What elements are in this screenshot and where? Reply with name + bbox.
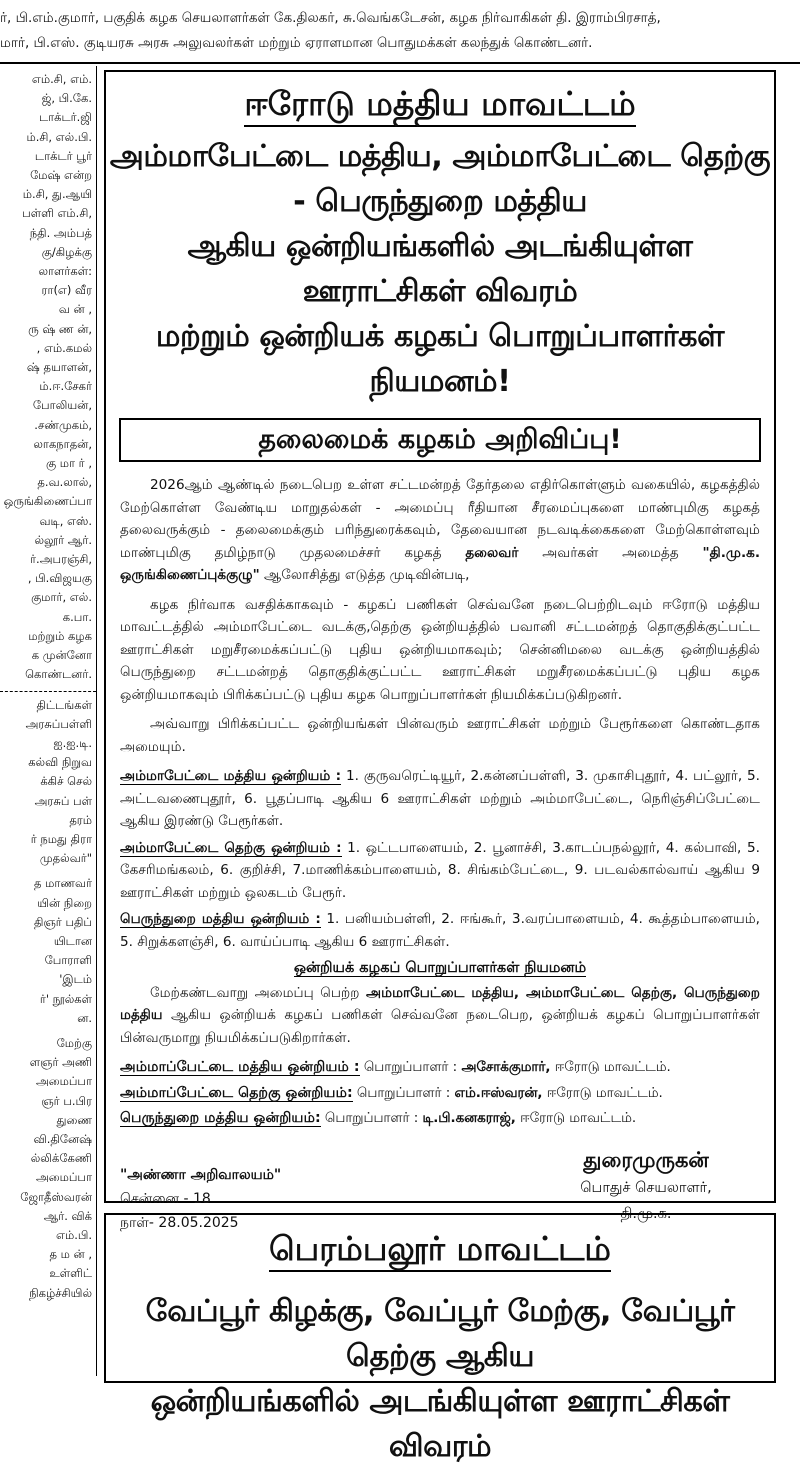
column-text-line: ஒருங்கிணைப்பா [3,494,92,509]
column-text-line: போலியன், [32,398,92,413]
issue-date: நாள்- 28.05.2025 [120,1214,239,1231]
union-list-item: அம்மாபேட்டை தெற்கு ஒன்றியம் : 1. ஒட்டபாளையம், 2. பூனாச்சி, 3.காடப்பநல்லூர், 4. கல்பாவி, 5. கேசரிமங்கலம், 6. குறிச்சி, 7.மாணிக்கம்பாளையம், 8. சிங்கம்பேட்டை, 9. படவல்கால்வாய் ஆகிய 9 ஊராட்சிகள் மற்றும் ஒலகடம் பேரூர். [120,839,760,901]
appointments-heading: ஒன்றியக் கழகப் பொறுப்பாளர்கள் நியமனம் [293,960,587,976]
column-text-line: குமார், எல். [31,590,92,605]
column-text-line: கல்வி நிறுவ [28,755,92,770]
column-text-line: ர்' நூல்கள் [39,991,92,1006]
union-list-item: பெருந்துறை மத்திய ஒன்றியம் : 1. பனியம்பள்ளி, 2. ஈங்கூர், 3.வரப்பாளையம், 4. கூத்தம்பாளையம், 5. சிறுக்களஞ்சி, 6. வாய்ப்பாடி ஆகிய 6 ஊராட்சிகள். [120,911,760,950]
column-text-line: யின் நிறை [37,895,92,910]
column-text-line: ம்.சி, து.ஆயி [22,187,92,202]
top-article-strip [0,0,800,64]
headline-line: ஒன்றியங்களில் அடங்கியுள்ள ஊராட்சிகள் விவரம் [150,1384,730,1464]
column-text-line: யிடான [53,933,92,948]
place-name: "அண்ணா அறிவாலயம்" [120,1166,282,1183]
column-text-line: , எம்.கமல் [36,340,92,355]
signatory-designation: பொதுச் செயலாளர், [580,1179,712,1196]
column-text-line: த.வ.லால், [37,475,92,490]
column-text-line: க்கிச் செல் [40,774,92,789]
column-text-line: கு/கிழக்கு [41,244,92,259]
column-text-line: தரம் [69,812,92,827]
headline-line: மற்றும் ஒன்றியக் கழகப் பொறுப்பாளர்கள் நியமனம்! [155,319,725,399]
column-text-line: லாகநாதன், [33,436,92,451]
column-text-line: க.பா. [62,609,92,624]
column-text-line: க முன்னோ [31,648,92,663]
column-text-line: அரசுப் பள் [34,793,92,808]
notice-headline [106,1289,774,1469]
top-strip-line: ர், பி.எம்.குமார், பகுதிக் கழக செயலாளர்கள் கே.திலகர், சு.வெங்கடேசன், கழக நிர்வாகிகள் தி. இராம்பிரசாத், [0,10,661,26]
paragraph-1: 2026ஆம் ஆண்டில் நடைபெற உள்ள சட்டமன்றத் தேர்தலை எதிர்கொள்ளும் வகையில், கழகத்தில் மேற்கொள்ள வேண்டிய மாறுதல்கள் - அமைப்பு ரீதியான சீரமைப்புகளை மாண்புமிகு கழகத் தலைவருக்கும் - தலைமைக்கும் பரிந்துரைக்கவும், தேவையான நடவடிக்கைகளை மேற்கொள்ளவும் மாண்புமிகு தமிழ்நாடு முதலமைச்சர் கழகத் தலைவர் அவர்கள் அமைத்த "தி.மு.க. ஒருங்கிணைப்புக்குழு" ஆலோசித்து எடுத்த முடிவின்படி, [120,477,760,583]
column-text-line: .சண்முகம், [34,417,92,432]
column-text-line: அமைப்பா [35,1074,92,1089]
column-text-line: அரசுப்பள்ளி [25,716,92,731]
notice-headline [106,134,774,404]
column-text-line: ஐ.ஐ.டி. [53,735,92,750]
column-text-line: எம்.பி. [55,1227,92,1242]
column-text-line: வி.தினேஷ் [33,1131,92,1146]
column-text-line: மற்றும் கழக [28,628,92,643]
column-text-line: முதல்வர்" [39,851,92,866]
notice-body [106,462,774,1131]
left-article-column [0,66,97,1376]
column-text-line: த மாணவர் [33,876,92,891]
column-text-line: போராளி [44,953,92,968]
top-strip-line: மார், பி.எஸ். குடியரசு அரசு அலுவலர்கள் மற்றும் ஏராளமான பொதுமக்கள் கலந்துக் கொண்டனர். [0,35,593,51]
column-text-line: ஷ் தயாளன், [26,360,92,375]
column-text-line: அமைப்பா [35,1170,92,1185]
column-text-line: ஞர் ப.பிர [41,1093,92,1108]
signatory-name: துரைமுருகன் [583,1147,709,1172]
column-text-line: ன. [77,1010,92,1025]
column-text-line: கொண்டனர். [25,667,92,682]
column-text-line: உள்ளிட் [49,1266,92,1281]
column-text-line: த ம ன் , [49,1247,92,1262]
column-text-line: டாக்டர் பூர் [34,148,92,163]
column-text-line: ரு ஷ் ண ன், [28,321,92,336]
column-text-line: வடி, எஸ். [39,513,92,528]
headline-line: ஆகிய ஒன்றியங்களில் அடங்கியுள்ள ஊராட்சிகள் விவரம் [187,229,693,309]
column-text-line: 'இடம் [59,972,92,987]
appointment-row: அம்மாப்பேட்டை தெற்கு ஒன்றியம்: பொறுப்பாளர் : எம்.ஈஸ்வரன், ஈரோடு மாவட்டம். [120,1084,663,1101]
column-text-line: திஞர் பதிப் [34,914,92,929]
column-text-line: மேற்கு [56,1035,92,1050]
column-text-line: ர் நமது திரா [30,831,92,846]
column-text-line: ம்.ஈ.சேகர் [39,379,92,394]
appointment-row: அம்மாப்பேட்டை மத்திய ஒன்றியம் : பொறுப்பாளர் : அசோக்குமார், ஈரோடு மாவட்டம். [120,1059,671,1075]
column-text-line: ரா(எ) வீர [41,283,92,298]
column-text-line: ல்லிக்கேணி [30,1151,92,1166]
erode-notice-box [104,70,776,1231]
column-text-line: வ ன் , [58,302,92,317]
column-text-line: நிகழ்ச்சியில் [29,1285,92,1300]
column-text-line: எம்.சி, எம். [31,72,92,86]
column-text-line: பள்ளி எம்.சி, [22,206,92,221]
column-text-line: ளஞர் அணி [29,1055,92,1070]
column-text-line: ம்.சி, எல்.பி. [26,129,92,144]
district-title: பெரம்பலூர் மாவட்டம் [106,1229,774,1269]
column-text-line: டாக்டர்.ஜி [38,110,92,125]
party-name: தி.மு.க. [620,1205,672,1222]
headline-line: அம்மாபேட்டை மத்திய, அம்மாபேட்டை தெற்கு - பெருந்துறை மத்திய [109,139,771,219]
column-text-line: ர்.அபரஞ்சி, [30,552,92,567]
column-text-line: ஆர். விக் [43,1208,92,1223]
paragraph-2: கழக நிர்வாக வசதிக்காகவும் - கழகப் பணிகள் செவ்வனே நடைபெற்றிடவும் ஈரோடு மத்திய மாவட்டத்தில் அம்மாபேட்டை வடக்கு,தெற்கு ஒன்றியத்தில் பவானி சட்டமன்றத் தொகுதிக்குட்பட்ட ஊராட்சிகள் மறுசீரமைக்கப்பட்டு புதிய ஒன்றியமாகவும்; சென்னிமலை வடக்கு ஒன்றியத்தில் பெருந்துறை சட்டமன்றத் தொகுதிக்குட்பட்ட ஊராட்சிகள் மறுசீரமைக்கப்பட்டு புதிய கழக ஒன்றியமாகவும் பிரிக்கப்பட்டு புதிய கழக பொறுப்பாளர்கள் நியமிக்கப்படுகிறனர். [120,596,760,703]
paragraph-4: மேற்கண்டவாறு அமைப்பு பெற்ற அம்மாபேட்டை மத்திய, அம்மாபேட்டை தெற்கு, பெருந்துறை மத்திய ஆகிய ஒன்றியக் கழகப் பணிகள் செவ்வனே நடைபெற, ஒன்றியக் கழகப் பொறுப்பாளர்கள் பின்வருமாறு நியமிக்கப்படுகிறார்கள். [120,984,761,1046]
column-text-line: கு மா ர் , [45,456,92,471]
city: சென்னை - 18 [120,1190,211,1207]
column-text-line: ந்தி. அம்பத் [29,225,92,240]
column-text-line: லாளர்கள்: [38,264,92,279]
dashed-divider [0,691,96,692]
perambalur-notice-box [104,1213,776,1464]
headline-line: வேப்பூர் கிழக்கு, வேப்பூர் மேற்கு, வேப்பூர் தெற்கு ஆகிய [145,1294,735,1374]
paragraph-3: அவ்வாறு பிரிக்கப்பட்ட ஒன்றியங்கள் பின்வரும் ஊராட்சிகள் மற்றும் பேரூர்களை கொண்டதாக அமையும். [120,716,760,755]
column-text-line: ஜ், பி.கே. [41,91,92,106]
column-text-line: ல்லூர் ஆர். [34,532,92,547]
appointment-row: பெருந்துறை மத்திய ஒன்றியம்: பொறுப்பாளர் : டி.பி.கனகராஜ், ஈரோடு மாவட்டம். [120,1110,637,1126]
district-title: ஈரோடு மத்திய மாவட்டம் [106,84,774,124]
hq-announcement-box: தலைமைக் கழகம் அறிவிப்பு! [119,418,761,462]
union-list-item: அம்மாபேட்டை மத்திய ஒன்றியம் : 1. குருவரெட்டியூர், 2.கன்னப்பள்ளி, 3. முகாசிபுதூர், 4. பட்லூர், 5. அட்டவணைபுதூர், 6. பூதப்பாடி ஆகிய 6 ஊராட்சிகள் மற்றும் அம்மாபேட்டை, நெரிஞ்சிப்பேட்டை ஆகிய இரண்டு பேரூர்கள். [120,768,760,829]
column-text-line: திட்டங்கள் [36,697,92,712]
column-text-line: மேஷ் என்ற [30,168,92,183]
column-text-line: , பி.விஜயகு [27,571,92,586]
column-text-line: ஜோதீஸ்வரன் [20,1189,92,1204]
column-text-line: துணை [56,1112,92,1127]
